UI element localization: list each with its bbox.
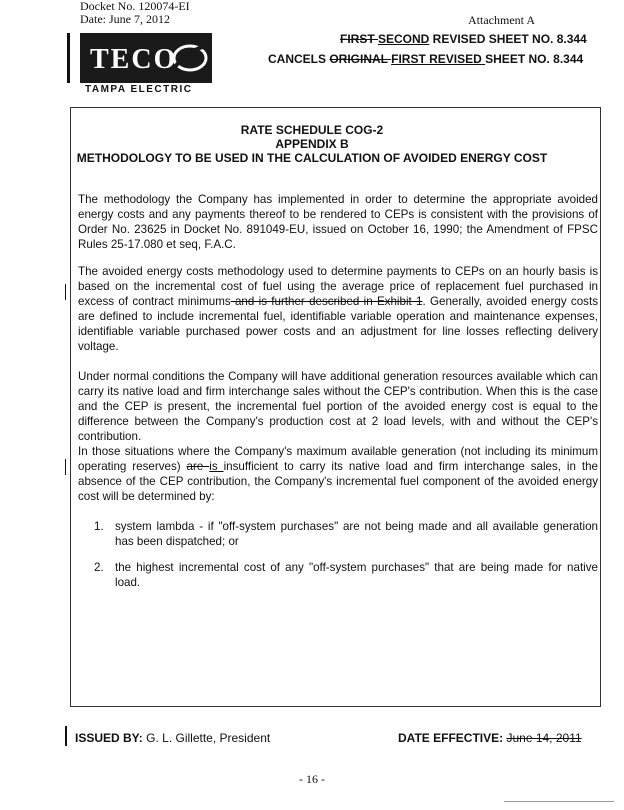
revision-bar: [65, 726, 67, 746]
issued-by: [75, 731, 270, 745]
logo-side-bar: [67, 33, 70, 83]
list-item: the highest incremental cost of any "off-system purchases" that are being made for native load.: [115, 561, 598, 589]
cancels-line: [268, 52, 583, 66]
cancels-prefix: CANCELS: [268, 52, 330, 66]
paragraph-4-text-b: insufficient to carry its native load and firm interchange sales, in the absence of the CEP contribution, the Company's incremental fuel component of the avoided energy cost will be determined by:: [78, 460, 599, 503]
paragraph-4-text-a: In those situations where the Company's maximum available generation (not including its minimum operating reserves): [78, 445, 598, 473]
date-effective-label: DATE EFFECTIVE:: [398, 731, 504, 745]
paragraph-3: Under normal conditions the Company will have additional generation resources available which can carry its native load and firm interchange sales without the CEP's contribution. When this is the case and the CEP is present, the incremental fuel portion of the avoided energy cost is equal to the difference between the Company's production cost at 2 load levels, with and without the CEP's contribution.: [78, 370, 598, 443]
company-name: TAMPA ELECTRIC: [85, 84, 193, 95]
date-effective: [398, 731, 582, 745]
attachment-label: Attachment A: [468, 13, 535, 27]
footer-rule: [504, 801, 614, 802]
list-item: system lambda - if "off-system purchases" are not being made and all available generation has been dispatched; or: [115, 520, 598, 548]
list-item-number: 2.: [94, 561, 104, 574]
date-effective-struck: June 14, 2011: [506, 731, 582, 745]
subject-title: METHODOLOGY TO BE USED IN THE CALCULATION OF AVOIDED ENERGY COST: [76, 151, 548, 165]
paragraph-2-text-b: . Generally, avoided energy costs are defined to include incremental fuel, identifiable variable operation and maintenance expenses, identifiable variable purchased power costs and an adjustment for line losses reflecting delivery voltage.: [78, 295, 598, 353]
paragraph-1: The methodology the Company has implemented in order to determine the appropriate avoided energy costs and any payments thereof to be rendered to CEPs is consistent with the provisions of Order No. 23625 in Docket No. 891049-EU, issued on October 16, 1990; the Amendment of FPSC Rules 25-17.080 et seq, F.A.C.: [78, 193, 598, 251]
list-item-number: 1.: [94, 520, 104, 533]
paragraph-4-inserted: is: [209, 460, 224, 473]
sheet-struck-text: FIRST: [340, 32, 378, 46]
logo-swoosh-icon: [168, 38, 212, 78]
cancels-inserted-text: FIRST REVISED: [391, 52, 486, 66]
revision-bar: [65, 284, 66, 300]
revision-bar: [65, 459, 66, 475]
sheet-rest-text: REVISED SHEET NO. 8.344: [429, 32, 587, 46]
sheet-inserted-text: SECOND: [378, 32, 430, 46]
paragraph-2-struck: and is further described in Exhibit 1: [230, 295, 423, 308]
sheet-number-line: [340, 32, 587, 46]
paragraph-2: [78, 264, 598, 354]
cancels-rest-text: SHEET NO. 8.344: [485, 52, 584, 66]
filing-date: Date: June 7, 2012: [80, 12, 170, 26]
cancels-struck-text: ORIGINAL: [329, 52, 392, 66]
paragraph-2-text-a: The avoided energy costs methodology used to determine payments to CEPs on an hourly basis is based on the incremental cost of fuel using the average price of replacement fuel purchased in excess of contract minimums: [78, 265, 598, 308]
issued-by-label: ISSUED BY:: [75, 731, 143, 745]
appendix-title: APPENDIX B: [275, 137, 349, 151]
schedule-title: RATE SCHEDULE COG-2: [240, 123, 384, 137]
docket-number: Docket No. 120074-EI: [80, 0, 190, 13]
paragraph-4: [78, 444, 598, 504]
paragraph-4-struck: are: [186, 460, 210, 473]
page-number: - 16 -: [299, 772, 325, 786]
issued-by-name: G. L. Gillette, President: [146, 731, 271, 745]
docket-block: [80, 0, 190, 26]
logo-brand-text: TECO: [90, 44, 178, 75]
